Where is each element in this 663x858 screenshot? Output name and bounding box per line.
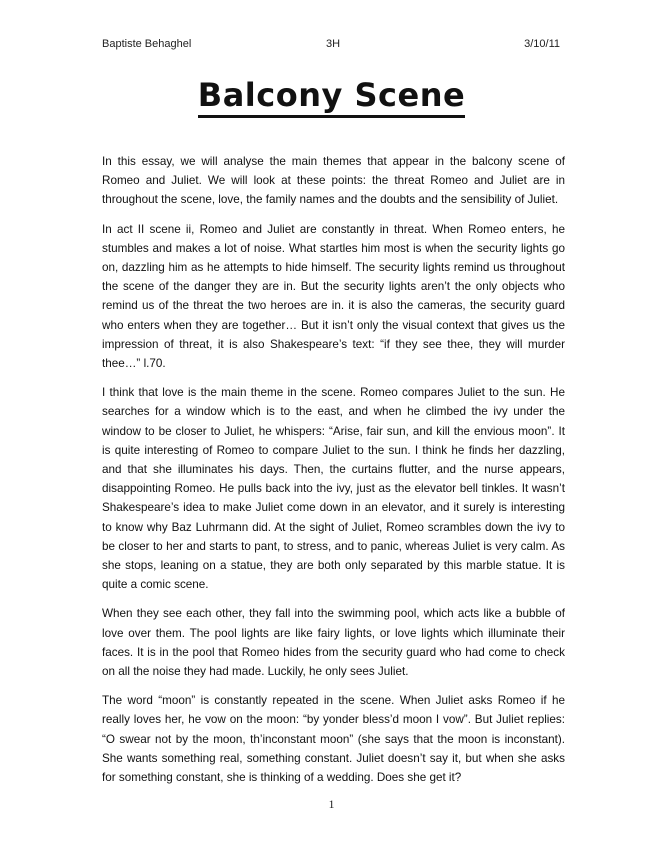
page-number: 1 xyxy=(328,797,335,811)
document-title xyxy=(0,76,663,114)
document-title-text: Balcony Scene xyxy=(198,76,465,118)
paragraph-moon: The word “moon” is constantly repeated in the scene. When Juliet asks Romeo if he really loves her, he vow on the moon: “by yonder bless’d moon I vow”. But Juliet replies: “O swear not by the moon, th’inconstant moon” (she says that the moon is inconstant). She wants something real, something constant. Juliet doesn’t say it, but when she asks for something constant, she is thinking of a wedding. Does she get it? xyxy=(102,694,565,785)
header-date: 3/10/11 xyxy=(524,38,560,50)
page-header xyxy=(102,38,560,54)
document-body xyxy=(102,152,565,797)
paragraph-love: I think that love is the main theme in the scene. Romeo compares Juliet to the sun. He searches for a window which is to the east, and when he climbed the ivy under the window to be closer to Juliet, he whispers: “Arise, fair sun, and kill the envious moon”. It is quite interesting of Romeo to compare Juliet to the sun. I think he finds her dazzling, and that she illuminates his days. Then, the curtains flutter, and the nurse appears, disappointing Romeo. He pulls back into the ivy, just as the elevator bell tinkles. It wasn’t Shakespeare’s idea to make Juliet come down in an elevator, and it surely is interesting to know why Baz Luhrmann did. At the sight of Juliet, Romeo scrambles down the ivy to be closer to her and starts to pant, to stress, and to panic, whereas Juliet is very calm. As she stops, leaning on a statue, they are both only separated by this marble statue. It is quite a comic scene. xyxy=(102,386,565,592)
header-author: Baptiste Behaghel xyxy=(102,38,192,50)
header-class: 3H xyxy=(326,38,341,50)
paragraph-threat: In act II scene ii, Romeo and Juliet are constantly in threat. When Romeo enters, he stumbles and makes a lot of noise. What startles him most is when the security lights go on, dazzling him as he attempts to hide himself. The security lights remind us throughout the scene of the danger they are in. But the security lights aren’t the only objects who remind us of the threat the two heroes are in. it is also the cameras, the security guard who enters when they are together… But it isn’t only the visual context that gives us the impression of threat, it is also Shakespeare’s text: “if they see thee, they will murder thee…” l.70. xyxy=(102,222,565,371)
paragraph-pool: When they see each other, they fall into the swimming pool, which acts like a bubble of love over them. The pool lights are like fairy lights, or love lights which illuminate their faces. It is in the pool that Romeo hides from the security guard who had come to check on all the noise they had made. Luckily, he only sees Juliet. xyxy=(102,607,565,679)
paragraph-intro: In this essay, we will analyse the main themes that appear in the balcony scene of Romeo and Juliet. We will look at these points: the threat Romeo and Juliet are in throughout the scene, love, the family names and the doubts and the sensibility of Juliet. xyxy=(102,155,565,207)
